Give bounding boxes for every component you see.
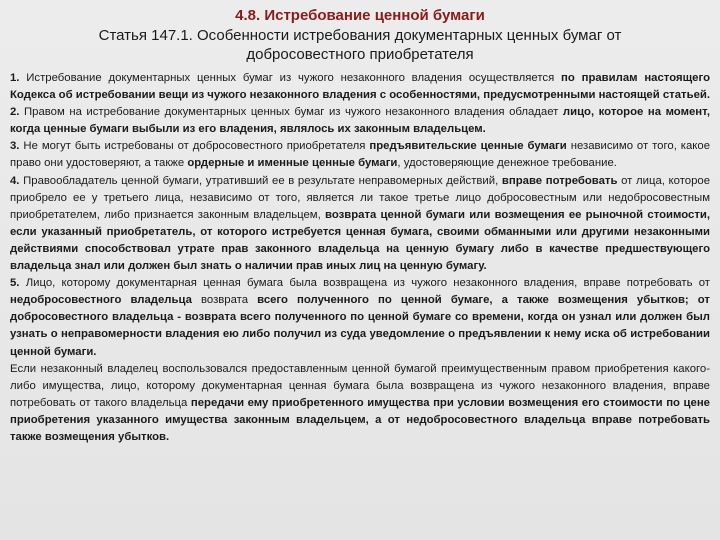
paragraph-number: 4. [10,174,20,187]
paragraph-number: 1. [10,72,20,84]
article-paragraph [10,361,710,446]
paragraph-text: Правом на истребование документарных ценных бумаг из чужого незаконного владения обладает [19,106,563,119]
emphasized-text: ордерные и именные ценные бумаги [187,157,398,170]
paragraph-number: 3. [10,140,20,153]
slide-title: 4.8. Истребование ценной бумаги [235,7,485,24]
article-paragraph [10,138,710,172]
paragraph-text: от лица, которое приобрело ее у третьего лица, независимо от того, является ли такое третье лицо добросовестным или недобросовестным приобретателем, либо признается законным владельцем, [10,174,711,221]
article-body [10,70,710,446]
emphasized-text: лицо, которое на момент, когда ценные бумаги выбыли из его владения, являлось их законным владельцем. [10,106,710,136]
emphasized-text: вправе потребовать [501,174,618,187]
article-paragraph [10,173,710,276]
emphasized-text: передачи ему приобретенного имущества при условии возмещения его стоимости по цене приобретения указанного имущества законным владельцем, а от недобросовестного владельца вправе потребовать также возмещения убытков. [10,396,710,443]
paragraph-text: Не могут быть истребованы от добросовестного приобретателя [19,140,370,153]
emphasized-text: возврата ценной бумаги или возмещения ее рыночной стоимости, если указанный приобретатель, от которого истребуется ценная бумага, своими обманными или другими незаконными действиями способствовал утрате прав законного владельца на ценную бумагу либо в качестве предшествующего владельца знал или должен был знать о наличии прав иных лиц на ценную бумагу. [10,208,711,273]
paragraph-text: Правообладатель ценной бумаги, утративший ее в результате неправомерных действий, [19,174,502,187]
paragraph-text: , удостоверяющие денежное требование. [397,157,617,170]
article-paragraph [10,70,710,104]
paragraph-text: Если незаконный владелец воспользовался предоставленным ценной бумагой преимущественным правом приобретения какого-либо имущества, лицо, которому документарная ценная бумага была возвращена из чужого незаконного владения, вправе потребовать от такого владельца [10,362,710,409]
emphasized-text: по правилам настоящего Кодекса об истребовании вещи из чужого незаконного владения с особенностями, предусмотренными настоящей статьей. [10,72,710,102]
article-heading: Статья 147.1. Особенности истребования документарных ценных бумаг от добросовестного приобретателя [98,27,622,63]
paragraph-text: возврата [191,294,258,307]
article-paragraph [10,275,710,360]
article-paragraph [10,104,710,138]
emphasized-text: всего полученного по ценной бумаге, а также возмещения убытков; от добросовестного владельца - возврата всего полученного по ценной бумаге со времени, когда он узнал или должен был узнать о неправомерности владения ею либо получил из суда уведомление о предъявлении к нему иска об истребовании ценной бумаги. [10,294,710,358]
paragraph-number: 5. [10,277,20,290]
emphasized-text: недобросовестного владельца [10,294,192,307]
emphasized-text: предъявительские ценные бумаги [369,140,567,153]
paragraph-text: независимо от того, какое право они удостоверяют, а также [10,140,710,170]
paragraph-text: Истребование документарных ценных бумаг из чужого незаконного владения осуществляется [19,72,562,84]
paragraph-text: Лицо, которому документарная ценная бумага была возвращена из чужого незаконного владения, вправе потребовать от [19,277,710,290]
paragraph-number: 2. [10,106,20,119]
